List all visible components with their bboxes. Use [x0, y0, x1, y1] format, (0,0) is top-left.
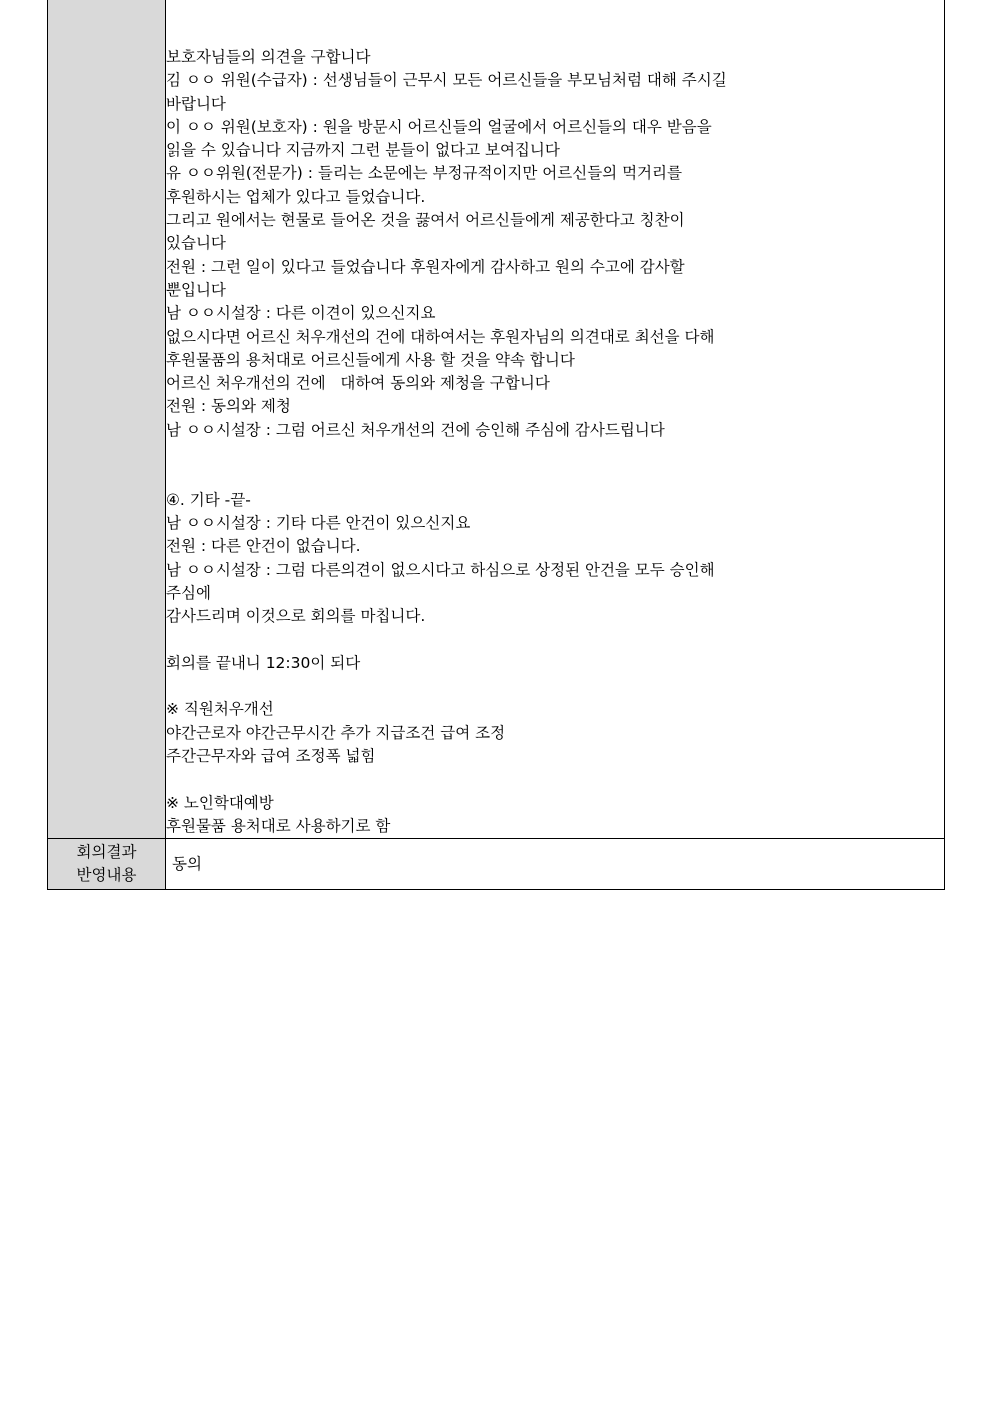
minutes-line: ④. 기타 -끝- — [166, 490, 251, 509]
minutes-line: 전원 : 그런 일이 있다고 들었습니다 후원자에게 감사하고 원의 수고에 감사할 — [166, 257, 685, 276]
result-value: 동의 — [172, 854, 202, 873]
minutes-line — [166, 768, 944, 791]
minutes-line: 없으시다면 어르신 처우개선의 건에 대하여서는 후원자님의 의견대로 최선을 다해 — [166, 327, 715, 346]
minutes-line: 회의를 끝내니 12:30이 되다 — [166, 653, 361, 672]
minutes-line: 후원하시는 업체가 있다고 들었습니다. — [166, 187, 426, 206]
minutes-line: 어르신 처우개선의 건에 대하여 동의와 제청을 구합니다 — [166, 374, 550, 393]
minutes-line — [166, 675, 944, 698]
minutes-line — [166, 465, 944, 488]
result-label-line1: 회의결과 — [76, 843, 137, 862]
minutes-line: 주간근무자와 급여 조정폭 넓힘 — [166, 746, 376, 765]
minutes-line: 남 ㅇㅇ시설장 : 그럼 어르신 처우개선의 건에 승인해 주심에 감사드립니다 — [166, 420, 665, 439]
minutes-body-row — [48, 0, 945, 839]
result-row — [48, 839, 945, 890]
minutes-line: 김 ㅇㅇ 위원(수급자) : 선생님들이 근무시 모든 어르신들을 부모님처럼 대해 주시길 — [166, 71, 727, 90]
minutes-line: 후원물품의 용처대로 어르신들에게 사용 할 것을 약속 합니다 — [166, 350, 575, 369]
minutes-line: 남 ㅇㅇ시설장 : 그럼 다른의견이 없으시다고 하심으로 상정된 안건을 모두 승인해 — [166, 560, 715, 579]
minutes-line: 주심에 — [166, 583, 211, 602]
minutes-line: 남 ㅇㅇ시설장 : 다른 이견이 있으신지요 — [166, 304, 436, 323]
result-label-cell — [48, 839, 166, 890]
minutes-line: 뿐입니다 — [166, 280, 226, 299]
minutes-line: 야간근로자 야간근무시간 추가 지급조건 급여 조정 — [166, 723, 506, 742]
minutes-content-cell — [166, 0, 945, 839]
minutes-line: 읽을 수 있습니다 지금까지 그런 분들이 없다고 보여집니다 — [166, 141, 560, 160]
minutes-table — [47, 0, 945, 890]
minutes-line — [166, 628, 944, 651]
minutes-line: 전원 : 다른 안건이 없습니다. — [166, 537, 361, 556]
minutes-line: ※ 노인학대예방 — [166, 793, 274, 812]
label-column-cell — [48, 0, 166, 839]
minutes-line — [166, 442, 944, 465]
minutes-line: 후원물품 용처대로 사용하기로 함 — [166, 816, 391, 835]
minutes-line: 있습니다 — [166, 234, 226, 253]
minutes-line: 그리고 원에서는 현물로 들어온 것을 끓여서 어르신들에게 제공한다고 칭찬이 — [166, 211, 685, 230]
result-value-cell — [166, 839, 945, 890]
minutes-line: 감사드리며 이것으로 회의를 마칩니다. — [166, 607, 426, 626]
minutes-line: 유 ㅇㅇ위원(전문가) : 들리는 소문에는 부정규적이지만 어르신들의 먹거리를 — [166, 164, 682, 183]
minutes-line: 이 ㅇㅇ 위원(보호자) : 원을 방문시 어르신들의 얼굴에서 어르신들의 대우 받음을 — [166, 117, 712, 136]
minutes-line: 남 ㅇㅇ시설장 : 기타 다른 안건이 있으신지요 — [166, 513, 471, 532]
minutes-line: ※ 직원처우개선 — [166, 700, 274, 719]
result-label-line2: 반영내용 — [76, 866, 137, 885]
minutes-line: 전원 : 동의와 제청 — [166, 397, 291, 416]
minutes-line: 바랍니다 — [166, 94, 226, 113]
minutes-line: 보호자님들의 의견을 구합니다 — [166, 48, 371, 66]
minutes-text — [166, 0, 944, 838]
